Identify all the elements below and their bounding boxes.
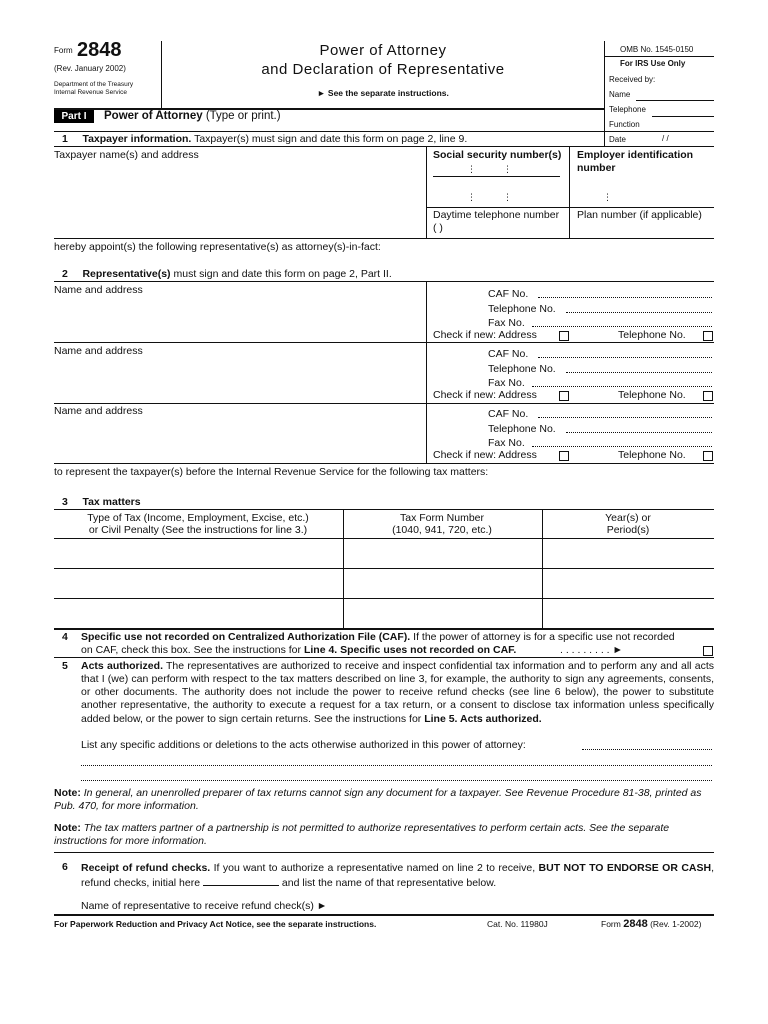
line4-text2-bold: Line 4. Specific uses not recorded on CAF. xyxy=(303,644,517,656)
line6-heading: Receipt of refund checks. xyxy=(81,862,211,874)
tax-row1-type-field[interactable] xyxy=(54,539,343,568)
line4-caf-checkbox[interactable] xyxy=(703,646,713,656)
part1-badge: Part I xyxy=(54,110,94,123)
line2-number: 2 xyxy=(62,268,68,280)
rep1-new-address-checkbox[interactable] xyxy=(559,331,569,341)
line6-text1: If you want to authorize a representative named on line 2 to receive, xyxy=(213,862,536,874)
rep2-check-new-label: Check if new: Address xyxy=(433,389,537,401)
rep2-caf-label: CAF No. xyxy=(488,348,529,360)
rep3-fax-field[interactable] xyxy=(532,437,712,447)
tax-col-type-line1: Type of Tax (Income, Employment, Excise, etc.) xyxy=(87,512,309,524)
irs-function-label: Function xyxy=(609,120,640,129)
line3-heading: Tax matters xyxy=(82,496,141,508)
ein-label-line2: number xyxy=(577,162,616,174)
tax-col-form-line2: (1040, 941, 720, etc.) xyxy=(392,524,492,536)
line4-heading: Specific use not recorded on Centralized Authorization File (CAF). xyxy=(81,631,411,643)
rep1-check-new-label: Check if new: Address xyxy=(433,329,537,341)
rep1-name-address-field[interactable] xyxy=(54,297,424,341)
line2-heading: Representative(s) xyxy=(82,268,171,280)
line5-additions-field-1[interactable] xyxy=(582,739,712,750)
line6-name-rep-field[interactable] xyxy=(352,900,712,912)
line4-number: 4 xyxy=(62,631,68,643)
rep1-caf-label: CAF No. xyxy=(488,288,529,300)
line4-leader: . . . . . . . . . ► xyxy=(560,644,623,656)
taxpayer-name-address-label: Taxpayer name(s) and address xyxy=(54,149,199,161)
part1-title xyxy=(104,109,281,123)
form-number: 2848 xyxy=(77,39,122,61)
form-title-line1: Power of Attorney xyxy=(319,42,447,59)
rep3-new-address-checkbox[interactable] xyxy=(559,451,569,461)
plan-number-field[interactable] xyxy=(577,222,707,236)
rep2-check-tel-label: Telephone No. xyxy=(618,389,686,401)
rep1-check-tel-label: Telephone No. xyxy=(618,329,686,341)
taxpayer-name-address-field[interactable] xyxy=(54,162,426,238)
irs-date-slashes: / / xyxy=(662,134,669,143)
line2-text: must sign and date this form on page 2, Part II. xyxy=(173,268,392,280)
line2-row xyxy=(62,268,392,281)
rep3-new-telephone-checkbox[interactable] xyxy=(703,451,713,461)
tax-row3-year-field[interactable] xyxy=(543,599,714,628)
irs-date-label: Date xyxy=(609,135,626,144)
rep2-name-address-label: Name and address xyxy=(54,345,143,357)
line6-paragraph xyxy=(81,861,714,891)
rep2-tel-field[interactable] xyxy=(566,363,712,373)
dept-line2: Internal Revenue Service xyxy=(54,89,127,96)
rep1-new-telephone-checkbox[interactable] xyxy=(703,331,713,341)
footer-form-id xyxy=(601,918,701,932)
line5-paragraph xyxy=(81,660,714,726)
rep2-new-address-checkbox[interactable] xyxy=(559,391,569,401)
line4-text2 xyxy=(81,644,516,657)
ssn-field-1[interactable]: ⋮ ⋮ xyxy=(433,162,560,177)
line5-text: The representatives are authorized to receive and inspect confidential tax information and to perform any and all acts that I (we) can perform with respect to the tax matters described on line 3, for example, the authority to sign any agreements, consents, or other documents. The authority does not include the power to receive refund checks (see line 6 below), the power to substitute another representative, the authority to execute a request for a tax return, or a consent to disclose tax information unless specifically added below, or the power to sign certain returns. See the instructions for xyxy=(81,660,714,725)
daytime-phone-label: Daytime telephone number xyxy=(433,209,560,221)
rep1-name-address-label: Name and address xyxy=(54,284,143,296)
part1-title-suffix: (Type or print.) xyxy=(205,110,281,122)
footer-form-number: 2848 xyxy=(623,918,648,930)
rep2-new-telephone-checkbox[interactable] xyxy=(703,391,713,401)
rep2-fax-field[interactable] xyxy=(532,377,712,387)
line5-number: 5 xyxy=(62,660,68,672)
rep2-name-address-field[interactable] xyxy=(54,358,424,402)
rep1-fax-label: Fax No. xyxy=(488,317,525,329)
line6-initial-field[interactable] xyxy=(203,876,279,886)
line6-name-rep-label: Name of representative to receive refund check(s) ► xyxy=(81,900,328,912)
rep1-tel-field[interactable] xyxy=(566,303,712,313)
appoint-text: hereby appoint(s) the following representative(s) as attorney(s)-in-fact: xyxy=(54,241,381,253)
line1-row xyxy=(62,133,467,146)
line5-bold-end: Line 5. Acts authorized. xyxy=(424,712,542,725)
line5-additions-field-3[interactable] xyxy=(81,770,712,781)
ssn-label: Social security number(s) xyxy=(433,149,562,161)
tax-row3-type-field[interactable] xyxy=(54,599,343,628)
omb-number: OMB No. 1545-0150 xyxy=(620,45,694,54)
tax-row1-form-field[interactable] xyxy=(344,539,542,568)
rep3-tel-field[interactable] xyxy=(566,423,712,433)
line5-additions-field-2[interactable] xyxy=(81,755,712,766)
rep1-tel-label: Telephone No. xyxy=(488,303,556,315)
footer-rev: (Rev. 1-2002) xyxy=(650,919,702,929)
rep3-name-address-label: Name and address xyxy=(54,405,143,417)
line4-text1 xyxy=(81,631,675,644)
tax-row1-year-field[interactable] xyxy=(543,539,714,568)
represent-text: to represent the taxpayer(s) before the Internal Revenue Service for the following tax matters: xyxy=(54,466,489,478)
rep1-caf-field[interactable] xyxy=(538,288,712,298)
irs-use-only: For IRS Use Only xyxy=(620,59,686,68)
rep2-caf-field[interactable] xyxy=(538,348,712,358)
footer-form-label: Form xyxy=(601,919,621,929)
line6-number: 6 xyxy=(62,861,68,873)
line6-text3: and list the name of that representative below. xyxy=(281,877,497,889)
ssn-field-2[interactable]: ⋮ ⋮ xyxy=(467,192,512,202)
tax-row2-form-field[interactable] xyxy=(344,569,542,598)
note2-label: Note: xyxy=(54,822,81,834)
tax-row2-type-field[interactable] xyxy=(54,569,343,598)
daytime-phone-field[interactable]: ( ) xyxy=(433,222,443,234)
tax-row3-form-field[interactable] xyxy=(344,599,542,628)
rep2-fax-label: Fax No. xyxy=(488,377,525,389)
note1-label: Note: xyxy=(54,787,81,799)
tax-col-form-line1: Tax Form Number xyxy=(399,512,484,524)
irs-telephone-label: Telephone xyxy=(609,105,646,114)
line6-text2: , refund checks, initial here xyxy=(81,862,714,889)
plan-number-label: Plan number (if applicable) xyxy=(577,209,702,221)
note-2 xyxy=(54,822,714,848)
rep2-tel-label: Telephone No. xyxy=(488,363,556,375)
line6-bold1: BUT NOT TO ENDORSE OR CASH xyxy=(538,862,712,874)
form-title-line2: and Declaration of Representative xyxy=(261,61,505,78)
tax-col-type-line2: or Civil Penalty (See the instructions for line 3.) xyxy=(88,524,308,536)
rep3-fax-label: Fax No. xyxy=(488,437,525,449)
line1-number: 1 xyxy=(62,133,68,145)
rep3-caf-label: CAF No. xyxy=(488,408,529,420)
line5-list-text: List any specific additions or deletions to the acts otherwise authorized in this power of attorney: xyxy=(81,739,526,751)
line4-text1-rest: If the power of attorney is for a specific use not recorded xyxy=(413,631,675,643)
note2-text: The tax matters partner of a partnership is not permitted to authorize representatives to perform certain acts. See the separate instructions for more information. xyxy=(54,822,670,848)
tax-row2-year-field[interactable] xyxy=(543,569,714,598)
rep3-caf-field[interactable] xyxy=(538,408,712,418)
catalog-number: Cat. No. 11980J xyxy=(487,919,548,929)
irs-name-label: Name xyxy=(609,90,631,99)
instructions-note: ► See the separate instructions. xyxy=(317,88,449,98)
part1-title-main: Power of Attorney xyxy=(104,110,203,122)
rep1-fax-field[interactable] xyxy=(532,317,712,327)
rep3-check-new-label: Check if new: Address xyxy=(433,449,537,461)
rep3-check-tel-label: Telephone No. xyxy=(618,449,686,461)
paperwork-notice: For Paperwork Reduction and Privacy Act Notice, see the separate instructions. xyxy=(54,919,377,929)
dept-line1: Department of the Treasury xyxy=(54,81,134,88)
form-label: Form xyxy=(54,46,73,55)
rep3-tel-label: Telephone No. xyxy=(488,423,556,435)
line3-row xyxy=(62,496,141,509)
line4-text2-plain: on CAF, check this box. See the instructions for xyxy=(81,644,302,656)
ein-label-line1: Employer identification xyxy=(577,149,694,161)
rep3-name-address-field[interactable] xyxy=(54,418,424,462)
line1-text: Taxpayer(s) must sign and date this form on page 2, line 9. xyxy=(194,133,468,145)
tax-col-year-line2: Period(s) xyxy=(606,524,650,536)
revision-date: (Rev. January 2002) xyxy=(54,64,126,73)
tax-col-year-line1: Year(s) or xyxy=(605,512,651,524)
ein-field[interactable]: ⋮ xyxy=(603,192,612,202)
line5-heading: Acts authorized. xyxy=(81,660,163,672)
note1-text: In general, an unenrolled preparer of tax returns cannot sign any document for a taxpayer. See Revenue Procedure 81-38, printed as Pub. 470, for more information. xyxy=(54,787,702,813)
line1-heading: Taxpayer information. xyxy=(82,133,192,145)
received-by-label: Received by: xyxy=(609,75,656,84)
note-1 xyxy=(54,787,714,813)
line3-number: 3 xyxy=(62,496,68,508)
